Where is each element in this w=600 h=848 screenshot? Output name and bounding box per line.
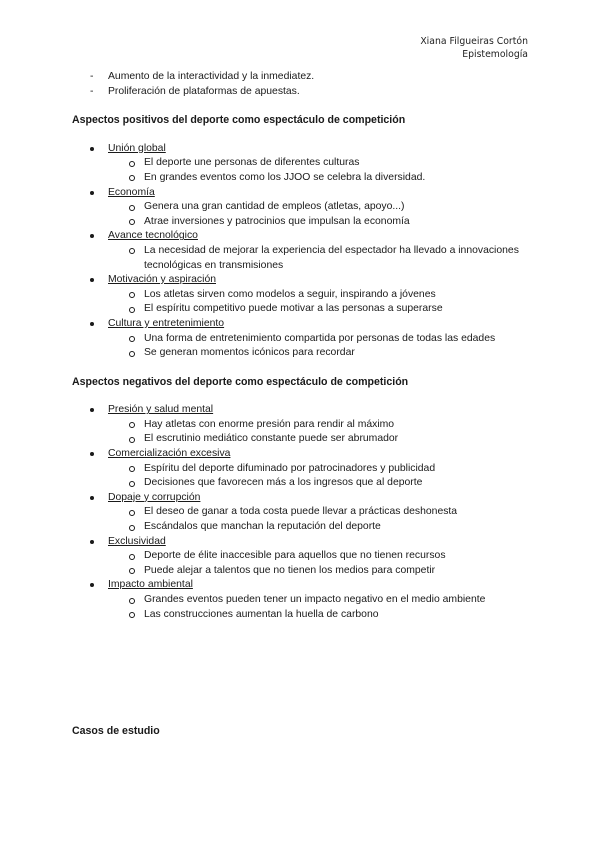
sub-list xyxy=(108,593,542,622)
sub-item xyxy=(108,171,542,186)
sub-item xyxy=(108,564,542,579)
topic-label: Economía xyxy=(108,186,155,198)
negative-topics-list xyxy=(72,403,542,622)
sub-item xyxy=(108,200,542,215)
sub-item xyxy=(108,505,542,520)
sub-item-text: El deporte une personas de diferentes culturas xyxy=(144,157,360,169)
sub-item xyxy=(108,156,542,171)
intro-list xyxy=(72,70,542,99)
topic-item xyxy=(72,447,542,491)
sub-item xyxy=(108,244,542,273)
sub-list xyxy=(108,200,542,229)
circle-bullet-icon xyxy=(129,510,135,516)
sub-item xyxy=(108,520,542,535)
sub-list xyxy=(108,505,542,534)
bullet-icon xyxy=(90,408,94,412)
sub-list xyxy=(108,462,542,491)
bullet-icon xyxy=(90,278,94,282)
circle-bullet-icon xyxy=(129,205,135,211)
negative-section-title: Aspectos negativos del deporte como espectáculo de competición xyxy=(72,375,409,388)
sub-item-text: El deseo de ganar a toda costa puede llevar a prácticas deshonesta xyxy=(144,506,458,518)
sub-item xyxy=(108,608,542,623)
sub-item-text: Escándalos que manchan la reputación del deporte xyxy=(144,521,381,533)
sub-item-text: Genera una gran cantidad de empleos (atletas, apoyo...) xyxy=(144,201,405,213)
circle-bullet-icon xyxy=(129,481,135,487)
topic-item xyxy=(72,491,542,535)
sub-item-text: Deporte de élite inaccesible para aquellos que no tienen recursos xyxy=(144,550,446,562)
document-body xyxy=(72,70,542,739)
circle-bullet-icon xyxy=(129,612,135,618)
circle-bullet-icon xyxy=(129,307,135,313)
bullet-icon xyxy=(90,322,94,326)
circle-bullet-icon xyxy=(129,466,135,472)
page-header xyxy=(420,35,528,61)
circle-bullet-icon xyxy=(129,568,135,574)
bullet-icon xyxy=(90,191,94,195)
list-item-text: Aumento de la interactividad y la inmediatez. xyxy=(108,71,315,82)
sub-item-text: Atrae inversiones y patrocinios que impulsan la economía xyxy=(144,215,410,227)
topic-label: Comercialización excesiva xyxy=(108,448,231,460)
positive-section-title: Aspectos positivos del deporte como espectáculo de competición xyxy=(72,114,406,127)
circle-bullet-icon xyxy=(129,161,135,167)
sub-item xyxy=(108,432,542,447)
sub-item xyxy=(108,288,542,303)
sub-list xyxy=(108,549,542,578)
sub-item xyxy=(108,462,542,477)
topic-label: Avance tecnológico xyxy=(108,230,198,242)
circle-bullet-icon xyxy=(129,437,135,443)
sub-item xyxy=(108,549,542,564)
circle-bullet-icon xyxy=(129,175,135,181)
sub-list xyxy=(108,332,542,361)
circle-bullet-icon xyxy=(129,598,135,604)
sub-item-text: Decisiones que favorecen más a los ingresos que al deporte xyxy=(144,477,423,489)
topic-label: Impacto ambiental xyxy=(108,579,193,591)
list-item xyxy=(72,70,542,85)
sub-item-text: Espíritu del deporte difuminado por patrocinadores y publicidad xyxy=(144,462,436,474)
circle-bullet-icon xyxy=(129,351,135,357)
sub-item-text: Una forma de entretenimiento compartida por personas de todas las edades xyxy=(144,332,496,344)
sub-item xyxy=(108,332,542,347)
sub-item-text: Se generan momentos icónicos para recordar xyxy=(144,347,355,359)
sub-item-text: La necesidad de mejorar la experiencia del espectador ha llevado a innovaciones tecnológicas en transmisiones xyxy=(144,244,519,271)
positive-topics-list xyxy=(72,142,542,361)
sub-list xyxy=(108,288,542,317)
topic-label: Unión global xyxy=(108,142,166,154)
bullet-icon xyxy=(90,540,94,544)
topic-label: Cultura y entretenimiento xyxy=(108,317,225,329)
circle-bullet-icon xyxy=(129,422,135,428)
sub-item xyxy=(108,476,542,491)
sub-item-text: Puede alejar a talentos que no tienen los medios para competir xyxy=(144,564,436,576)
sub-item-text: Hay atletas con enorme presión para rendir al máximo xyxy=(144,418,395,430)
sub-item xyxy=(108,302,542,317)
sub-item xyxy=(108,593,542,608)
circle-bullet-icon xyxy=(129,336,135,342)
sub-item xyxy=(108,418,542,433)
bullet-icon xyxy=(90,496,94,500)
topic-item xyxy=(72,273,542,317)
sub-item-text: Los atletas sirven como modelos a seguir, inspirando a jóvenes xyxy=(144,288,436,300)
topic-label: Dopaje y corrupción xyxy=(108,491,201,503)
dash-marker: - xyxy=(90,85,94,97)
circle-bullet-icon xyxy=(129,248,135,254)
subject-name: Epistemología xyxy=(462,49,528,60)
sub-list xyxy=(108,418,542,447)
topic-item xyxy=(72,578,542,622)
topic-item xyxy=(72,186,542,230)
circle-bullet-icon xyxy=(129,525,135,531)
circle-bullet-icon xyxy=(129,292,135,298)
author-name: Xiana Filgueiras Cortón xyxy=(420,36,528,47)
topic-label: Presión y salud mental xyxy=(108,404,214,416)
circle-bullet-icon xyxy=(129,554,135,560)
topic-item xyxy=(72,229,542,273)
bullet-icon xyxy=(90,147,94,151)
topic-item xyxy=(72,403,542,447)
sub-list xyxy=(108,156,542,185)
sub-item xyxy=(108,215,542,230)
list-item-text: Proliferación de plataformas de apuestas. xyxy=(108,85,300,97)
circle-bullet-icon xyxy=(129,219,135,225)
topic-item xyxy=(72,142,542,186)
sub-item-text: Grandes eventos pueden tener un impacto negativo en el medio ambiente xyxy=(144,594,486,605)
sub-item xyxy=(108,346,542,361)
sub-list xyxy=(108,244,542,273)
list-item xyxy=(72,85,542,100)
topic-label: Exclusividad xyxy=(108,535,166,547)
sub-item-text: El escrutinio mediático constante puede ser abrumador xyxy=(144,433,399,445)
topic-item xyxy=(72,317,542,361)
case-studies-title: Casos de estudio xyxy=(72,725,160,738)
topic-label: Motivación y aspiración xyxy=(108,274,216,286)
sub-item-text: El espíritu competitivo puede motivar a las personas a superarse xyxy=(144,303,443,315)
bullet-icon xyxy=(90,583,94,587)
bullet-icon xyxy=(90,234,94,238)
topic-item xyxy=(72,535,542,579)
dash-marker: - xyxy=(90,71,94,82)
sub-item-text: En grandes eventos como los JJOO se celebra la diversidad. xyxy=(144,171,426,183)
bullet-icon xyxy=(90,452,94,456)
sub-item-text: Las construcciones aumentan la huella de carbono xyxy=(144,608,379,620)
